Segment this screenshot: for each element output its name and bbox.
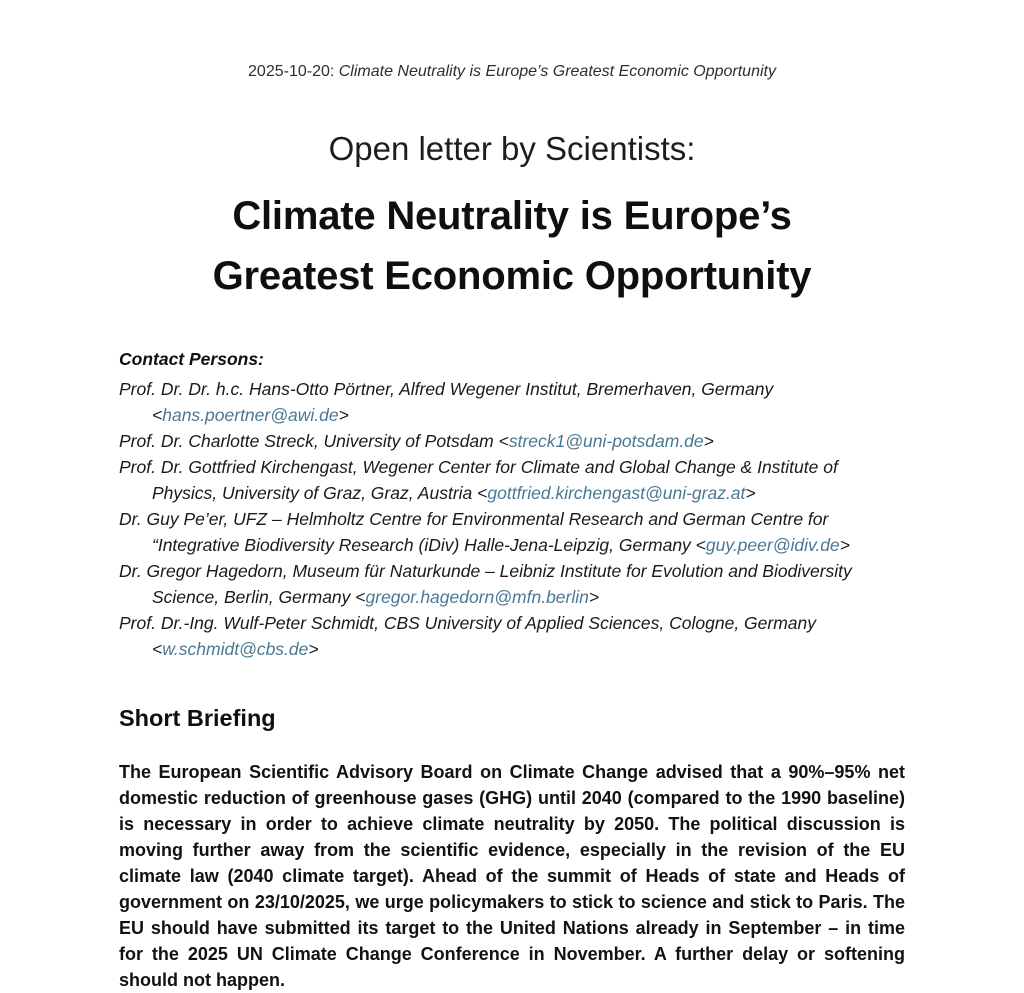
contact-item bbox=[119, 558, 905, 610]
email-close-bracket: > bbox=[588, 587, 600, 607]
letter-title-line1: Climate Neutrality is Europe’s bbox=[232, 194, 792, 238]
letter-page bbox=[119, 0, 905, 993]
email-close-bracket: > bbox=[308, 639, 319, 659]
email-link[interactable]: gottfried.kirchengast@uni-graz.at bbox=[487, 483, 746, 503]
letter-kicker: Open letter by Scientists: bbox=[328, 130, 696, 167]
email-open-bracket: < bbox=[498, 431, 509, 451]
briefing-body: The European Scientific Advisory Board on Climate Change advised that a 90%–95% net domestic reduction of greenhouse gases (GHG) until 2040 (compared to the 1990 baseline) is necessary in order to achieve climate neutrality by 2050. The political discussion is moving further away from the scientific evidence, especially in the revision of the EU climate law (2040 climate target). Ahead of the summit of Heads of state and Heads of government on 23/10/2025, we urge policymakers to stick to science and stick to Paris. The EU should have submitted its target to the United Nations already in September – in time for the 2025 UN Climate Change Conference in November. A further delay or softening should not happen. bbox=[119, 762, 905, 990]
contact-text: Dr. Gregor Hagedorn, Museum für Naturkunde – Leibniz Institute for Evolution and Biodiversity Science, Berlin, Germany bbox=[119, 561, 852, 607]
email-close-bracket: > bbox=[338, 405, 349, 425]
email-link[interactable]: guy.peer@idiv.de bbox=[705, 535, 840, 555]
contacts-heading: Contact Persons: bbox=[119, 349, 264, 369]
letter-title-line2: Greatest Economic Opportunity bbox=[212, 254, 812, 298]
email-open-bracket: < bbox=[477, 483, 488, 503]
email-link[interactable]: w.schmidt@cbs.de bbox=[162, 639, 309, 659]
email-close-bracket: > bbox=[703, 431, 714, 451]
contact-text: Prof. Dr. Gottfried Kirchengast, Wegener Center for Climate and Global Change & Institute of Physics, University of Graz, Graz, Austria bbox=[119, 457, 838, 503]
contact-text: Prof. Dr. Dr. h.c. Hans-Otto Pörtner, Alfred Wegener Institut, Bremerhaven, Germany bbox=[119, 379, 774, 399]
email-close-bracket: > bbox=[839, 535, 850, 555]
contact-item bbox=[119, 428, 905, 454]
contact-text: Prof. Dr. Charlotte Streck, University of Potsdam bbox=[119, 431, 499, 451]
contact-list bbox=[119, 376, 905, 662]
email-open-bracket: < bbox=[355, 587, 366, 607]
email-open-bracket: < bbox=[695, 535, 706, 555]
header-document-title: Climate Neutrality is Europe’s Greatest Economic Opportunity bbox=[338, 63, 776, 80]
email-open-bracket: < bbox=[152, 405, 163, 425]
email-link[interactable]: streck1@uni-potsdam.de bbox=[508, 431, 704, 451]
contact-item bbox=[119, 610, 905, 662]
email-close-bracket: > bbox=[745, 483, 756, 503]
contact-item bbox=[119, 506, 905, 558]
header-date: 2025-10-20: bbox=[248, 63, 339, 80]
email-link[interactable]: gregor.hagedorn@mfn.berlin bbox=[365, 587, 589, 607]
letter-title bbox=[119, 186, 905, 306]
email-link[interactable]: hans.poertner@awi.de bbox=[162, 405, 339, 425]
contact-text: Dr. Guy Pe’er, UFZ – Helmholtz Centre for Environmental Research and German Centre for “Integrative Biodiversity Research (iDiv) Halle-Jena-Leipzig, Germany bbox=[119, 509, 829, 555]
email-open-bracket: < bbox=[152, 639, 163, 659]
contact-text: Prof. Dr.-Ing. Wulf-Peter Schmidt, CBS University of Applied Sciences, Cologne, Germany bbox=[119, 613, 817, 633]
briefing-heading: Short Briefing bbox=[119, 705, 276, 731]
contact-item bbox=[119, 454, 905, 506]
running-header bbox=[119, 63, 905, 81]
contact-item bbox=[119, 376, 905, 428]
